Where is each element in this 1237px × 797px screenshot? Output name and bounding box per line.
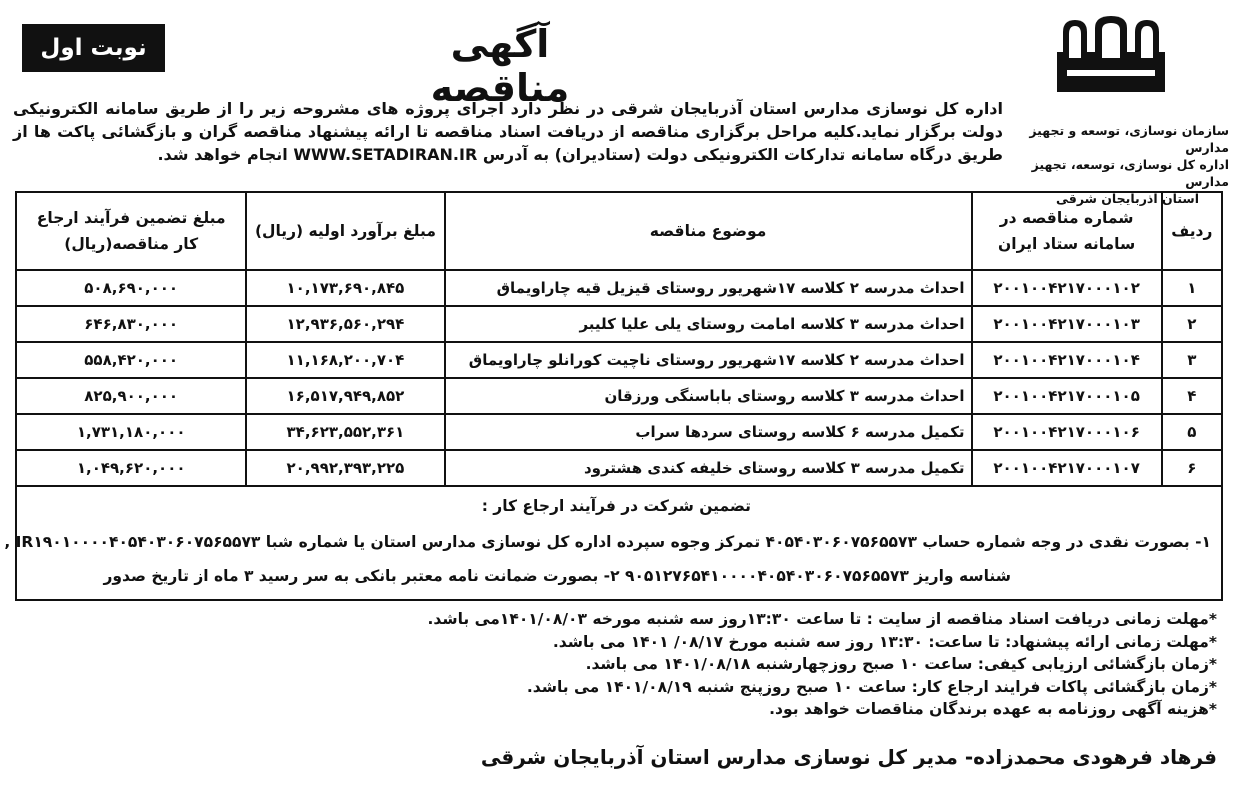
org-line: استان آذربایجان شرقی <box>1056 191 1199 206</box>
table-row <box>16 270 1222 306</box>
cell-subject: احداث مدرسه ۲ کلاسه ۱۷شهریور روستای ناچیت کورانلو چاراویماق <box>445 342 972 378</box>
cell-number: ۲۰۰۱۰۰۴۲۱۷۰۰۰۱۰۵ <box>972 378 1162 414</box>
cell-estimate: ۱۶,۵۱۷,۹۴۹,۸۵۲ <box>246 378 444 414</box>
table-row <box>16 306 1222 342</box>
table-row <box>16 414 1222 450</box>
table-header-row <box>16 192 1222 270</box>
deadline-item: *زمان بازگشائی پاکات فرایند ارجاع کار: ساعت ۱۰ صبح روزپنج شنبه ۱۴۰۱/۰۸/۱۹ می باشد. <box>526 677 1217 696</box>
cell-estimate: ۲۰,۹۹۲,۳۹۳,۲۲۵ <box>246 450 444 486</box>
signature: فرهاد فرهودی محمدزاده- مدیر کل نوسازی مدارس استان آذربایجان شرقی <box>480 745 1217 769</box>
table-row <box>16 342 1222 378</box>
guarantee-line-cash: ۱- بصورت نقدی در وجه شماره حساب ۴۰۵۴۰۳۰۶۰۷۵۶۵۵۷۳ تمرکز وجوه سپرده اداره کل نوسازی مدارس استان یا شماره شبا IR۱۹۰۱۰۰۰۰۴۰۵۴۰۳۰۶۰۷۵۶۵۵۷۳ , <box>4 533 1211 551</box>
deadlines-list <box>7 608 1217 721</box>
guarantee-section <box>4 485 1223 601</box>
header-idx: ردیف <box>1162 192 1222 270</box>
intro-paragraph: اداره کل نوسازی مدارس استان آذربایجان شرقی در نظر دارد اجرای پروژه های مشروحه زیر را از طریق سامانه الکترونیکی دولت برگزار نماید.کلیه مراحل برگزاری مناقصه از دریافت اسناد مناقصه تا ارائه پیشنهاد مناقصه گران و بازگشائی پاکت ها از طریق درگاه سامانه تدارکات الکترونیکی دولت (ستادیران) به آدرس WWW.SETADIRAN.IR انجام خواهد شد. <box>13 99 1003 164</box>
page-title: آگهی مناقصه <box>430 22 570 110</box>
cell-guarantee: ۱,۷۳۱,۱۸۰,۰۰۰ <box>16 414 246 450</box>
header-estimate: مبلغ برآورد اولیه (ریال) <box>246 192 444 270</box>
cell-guarantee: ۵۰۸,۶۹۰,۰۰۰ <box>16 270 246 306</box>
round-badge: نوبت اول <box>22 24 165 72</box>
cell-number: ۲۰۰۱۰۰۴۲۱۷۰۰۰۱۰۳ <box>972 306 1162 342</box>
cell-guarantee: ۸۲۵,۹۰۰,۰۰۰ <box>16 378 246 414</box>
cell-idx: ۶ <box>1162 450 1222 486</box>
cell-number: ۲۰۰۱۰۰۴۲۱۷۰۰۰۱۰۷ <box>972 450 1162 486</box>
tender-table <box>15 191 1223 487</box>
cell-idx: ۴ <box>1162 378 1222 414</box>
deadline-item: *هزینه آگهی روزنامه به عهده برندگان مناقصات خواهد بود. <box>769 700 1217 718</box>
cell-idx: ۲ <box>1162 306 1222 342</box>
header-number: شماره مناقصه در سامانه ستاد ایران <box>972 192 1162 270</box>
org-line: اداره کل نوسازی، توسعه، تجهیز مدارس <box>1031 157 1229 189</box>
deadline-item: *زمان بازگشائی ارزیابی کیفی: ساعت ۱۰ صبح روزچهارشنبه ۱۴۰۱/۰۸/۱۸ می باشد. <box>585 655 1217 673</box>
cell-guarantee: ۶۴۶,۸۳۰,۰۰۰ <box>16 306 246 342</box>
organization-logo-icon <box>1055 14 1167 94</box>
cell-guarantee: ۵۵۸,۴۲۰,۰۰۰ <box>16 342 246 378</box>
cell-idx: ۵ <box>1162 414 1222 450</box>
cell-subject: احداث مدرسه ۲ کلاسه ۱۷شهریور روستای قیزیل قیه چاراویماق <box>445 270 972 306</box>
header-guarantee: مبلغ تضمین فرآیند ارجاع کار مناقصه(ریال) <box>16 192 246 270</box>
cell-subject: تکمیل مدرسه ۳ کلاسه روستای خلیفه کندی هشترود <box>445 450 972 486</box>
org-line: سازمان نوسازی، توسعه و تجهیز مدارس <box>1029 123 1229 155</box>
cell-estimate: ۳۴,۶۲۳,۵۵۲,۳۶۱ <box>246 414 444 450</box>
guarantee-title: تضمین شرکت در فرآیند ارجاع کار : <box>481 497 751 515</box>
header-subject: موضوع مناقصه <box>445 192 972 270</box>
notice-header <box>0 0 1237 206</box>
cell-estimate: ۱۰,۱۷۳,۶۹۰,۸۴۵ <box>246 270 444 306</box>
cell-estimate: ۱۱,۱۶۸,۲۰۰,۷۰۴ <box>246 342 444 378</box>
guarantee-line-bank: شناسه واریز ۹۰۵۱۲۷۶۵۴۱۰۰۰۰۴۰۵۴۰۳۰۶۰۷۵۶۵۵۷۳ ۲- بصورت ضمانت نامه معتبر بانکی به سر رسید ۳ ماه از تاریخ صدور <box>103 567 1011 585</box>
cell-number: ۲۰۰۱۰۰۴۲۱۷۰۰۰۱۰۲ <box>972 270 1162 306</box>
cell-idx: ۱ <box>1162 270 1222 306</box>
table-row <box>16 450 1222 486</box>
deadline-item: *مهلت زمانی ارائه پیشنهاد: تا ساعت: ۱۳:۳۰ روز سه شنبه مورخ ۰۸/۱۷/ ۱۴۰۱ می باشد. <box>552 632 1217 651</box>
cell-subject: تکمیل مدرسه ۶ کلاسه روستای سردها سراب <box>445 414 972 450</box>
cell-subject: احداث مدرسه ۳ کلاسه امامت روستای یلی علیا کلیبر <box>445 306 972 342</box>
cell-number: ۲۰۰۱۰۰۴۲۱۷۰۰۰۱۰۴ <box>972 342 1162 378</box>
cell-idx: ۳ <box>1162 342 1222 378</box>
table-row <box>16 378 1222 414</box>
cell-guarantee: ۱,۰۴۹,۶۲۰,۰۰۰ <box>16 450 246 486</box>
deadline-item: *مهلت زمانی دریافت اسناد مناقصه از سایت : تا ساعت ۱۳:۳۰روز سه شنبه مورخه ۱۴۰۱/۰۸/۰۳می باشد. <box>427 610 1217 628</box>
cell-subject: احداث مدرسه ۳ کلاسه روستای باباسنگی ورزقان <box>445 378 972 414</box>
cell-estimate: ۱۲,۹۳۶,۵۶۰,۲۹۴ <box>246 306 444 342</box>
cell-number: ۲۰۰۱۰۰۴۲۱۷۰۰۰۱۰۶ <box>972 414 1162 450</box>
